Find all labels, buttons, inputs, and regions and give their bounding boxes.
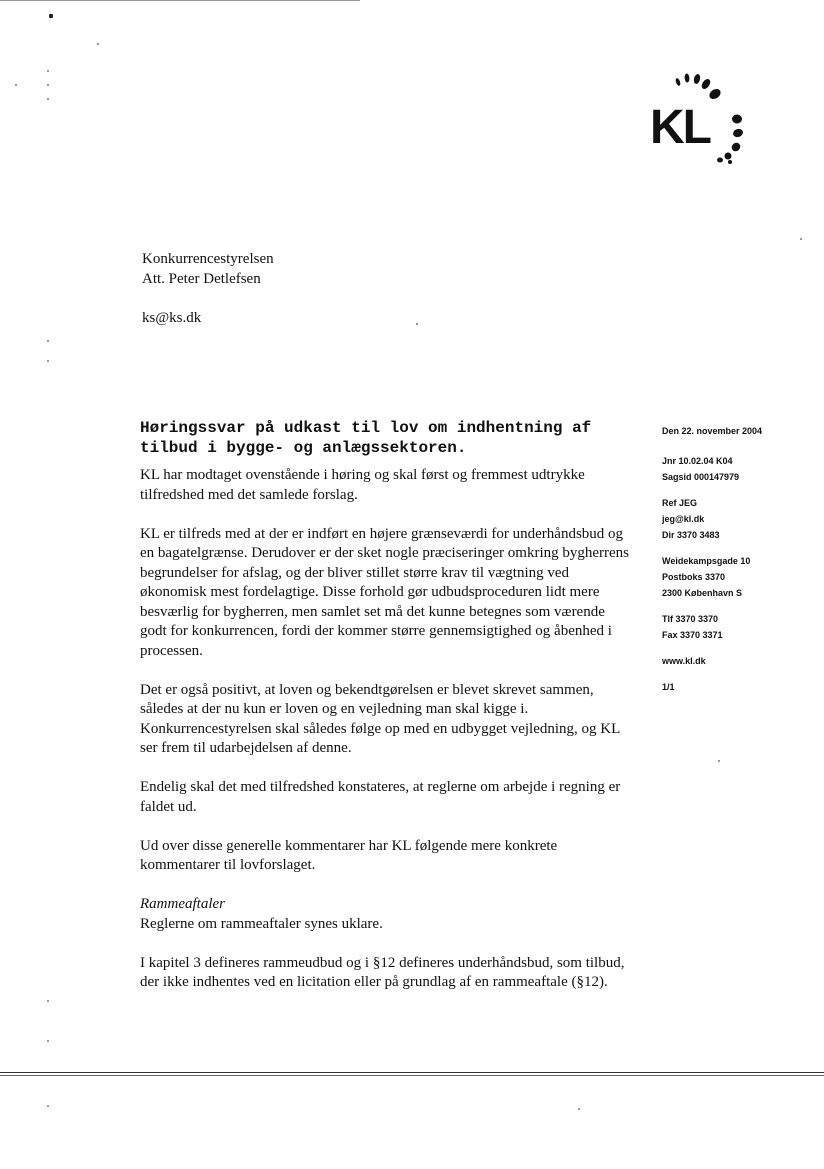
sender-address [662, 553, 812, 601]
page-number: 1/1 [662, 682, 675, 692]
reference: Ref JEG [662, 498, 698, 508]
address-line: 2300 København S [662, 588, 743, 598]
recipient-block [142, 249, 274, 289]
letter-body [140, 466, 630, 1012]
sender-sidebar [662, 423, 812, 695]
kl-logo [648, 70, 758, 170]
paragraph: Endelig skal det med tilfredshed konstateres, at reglerne om arbejde i regning er faldet ud. [140, 779, 621, 815]
paragraph: Reglerne om rammeaftaler synes uklare. [140, 915, 383, 932]
contact-reference [662, 495, 812, 543]
case-reference [662, 453, 812, 485]
paragraph: KL har modtaget ovenstående i høring og skal først og fremmest udtrykke tilfredshed med det samlede forslag. [140, 467, 585, 503]
address-line: Weidekampsgade 10 [662, 556, 751, 566]
logo-text: KL [650, 101, 710, 154]
phone-numbers [662, 611, 812, 643]
address-line: Postboks 3370 [662, 572, 726, 582]
letter-subject: Høringssvar på udkast til lov om indhentning af tilbud i bygge- og anlægssektoren. [140, 419, 592, 457]
paragraph: Ud over disse generelle kommentarer har KL følgende mere konkrete kommentarer til lovforslaget. [140, 837, 558, 873]
scan-rule [0, 0, 360, 1]
reference-email: jeg@kl.dk [662, 514, 705, 524]
letter-date: Den 22. november 2004 [662, 426, 763, 436]
recipient-email: ks@ks.dk [142, 310, 202, 326]
paragraph: I kapitel 3 defineres rammeudbud og i §12 defineres underhåndsbud, som tilbud, der ikke indhentes ved en licitation eller på grundlag af en rammeaftale (§12). [140, 954, 625, 990]
direct-phone: Dir 3370 3483 [662, 530, 720, 540]
paragraph: KL er tilfreds med at der er indført en højere grænseværdi for underhåndsbud og en bagatelgrænse. Derudover er der sket nogle præciseringer omkring bygherrens begrundelser for afslag, og der bliver stillet større krav til vægtning ved økonomisk mest fordelagtige. Disse forhold gør udbudsproceduren lidt mere besværlig for bygherren, men samlet set må det kunne betegnes som værende godt for konkurrencen, fordi der kommer større gennemsigtighed og åbenhed i processen. [140, 525, 630, 659]
journal-number: Jnr 10.02.04 K04 [662, 456, 733, 466]
section-label: Rammeaftaler [140, 896, 225, 912]
recipient-name: Konkurrencestyrelsen [142, 251, 274, 267]
phone: Tlf 3370 3370 [662, 614, 719, 624]
website: www.kl.dk [662, 656, 706, 666]
case-id: Sagsid 000147979 [662, 472, 740, 482]
paragraph: Det er også positivt, at loven og bekendtgørelsen er blevet skrevet sammen, således at der nu kun er loven og en vejledning man skal kigge i. Konkurrencestyrelsen skal således følge op med en udbygget vejledning, og KL ser frem til udarbejdelsen af denne. [140, 681, 620, 756]
scan-rule [0, 1075, 824, 1076]
scan-rule [0, 1072, 824, 1073]
recipient-attention: Att. Peter Detlefsen [142, 271, 261, 287]
fax: Fax 3370 3371 [662, 630, 723, 640]
